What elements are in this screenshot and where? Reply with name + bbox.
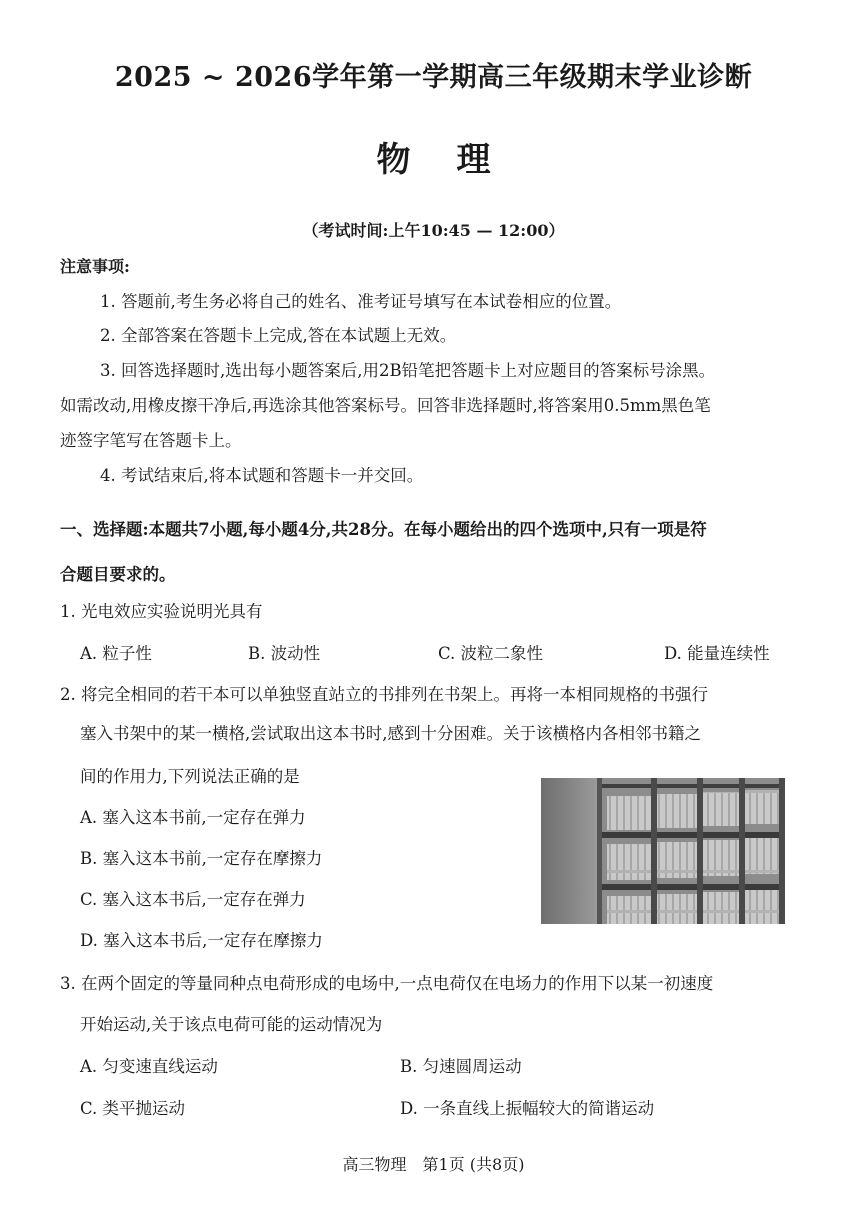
subject-title: 物理 xyxy=(376,140,537,180)
q1-option-a: A. 粒子性 xyxy=(80,644,152,663)
q1-option-d: D. 能量连续性 xyxy=(664,644,770,663)
question-3-stem-cont: 开始运动,关于该点电荷可能的运动情况为 xyxy=(80,1015,383,1034)
notice-item-1: 1. 答题前,考生务必将自己的姓名、准考证号填写在本试卷相应的位置。 xyxy=(100,292,622,311)
q3-option-c: C. 类平抛运动 xyxy=(80,1099,186,1118)
q1-option-b: B. 波动性 xyxy=(248,644,321,663)
question-2-stem: 2. 将完全相同的若干本可以单独竖直站立的书排列在书架上。再将一本相同规格的书强行 xyxy=(60,685,708,704)
section-heading-cont: 合题目要求的。 xyxy=(60,565,176,584)
exam-title: 2025 ~ 2026学年第一学期高三年级期末学业诊断 xyxy=(114,62,753,93)
q2-option-c: C. 塞入这本书后,一定存在弹力 xyxy=(80,890,306,909)
q3-option-a: A. 匀变速直线运动 xyxy=(80,1057,218,1076)
q3-option-b: B. 匀速圆周运动 xyxy=(400,1057,522,1076)
bookshelf-photo xyxy=(541,778,785,924)
notice-item-3-cont2: 迹签字笔写在答题卡上。 xyxy=(60,431,242,450)
q2-option-a: A. 塞入这本书前,一定存在弹力 xyxy=(80,808,306,827)
page-footer: 高三物理 第1页 (共8页) xyxy=(342,1155,525,1174)
question-1-stem: 1. 光电效应实验说明光具有 xyxy=(60,602,263,621)
q2-option-b: B. 塞入这本书前,一定存在摩擦力 xyxy=(80,849,323,868)
notice-item-2: 2. 全部答案在答题卡上完成,答在本试题上无效。 xyxy=(100,326,457,345)
q1-option-c: C. 波粒二象性 xyxy=(438,644,544,663)
notice-item-3: 3. 回答选择题时,选出每小题答案后,用2B铅笔把答题卡上对应题目的答案标号涂黑。 xyxy=(100,361,716,380)
q2-option-d: D. 塞入这本书后,一定存在摩擦力 xyxy=(80,931,323,950)
section-heading: 一、选择题:本题共7小题,每小题4分,共28分。在每小题给出的四个选项中,只有一项是符 xyxy=(60,520,707,539)
exam-time: （考试时间:上午10:45 — 12:00） xyxy=(302,221,565,240)
notice-item-3-cont: 如需改动,用橡皮擦干净后,再选涂其他答案标号。回答非选择题时,将答案用0.5mm黑色笔 xyxy=(60,396,711,415)
question-3-stem: 3. 在两个固定的等量同种点电荷形成的电场中,一点电荷仅在电场力的作用下以某一初速度 xyxy=(60,974,714,993)
notice-heading: 注意事项: xyxy=(60,257,130,276)
question-2-stem-cont2: 间的作用力,下列说法正确的是 xyxy=(80,767,300,786)
q3-option-d: D. 一条直线上振幅较大的简谐运动 xyxy=(400,1099,655,1118)
notice-item-4: 4. 考试结束后,将本试题和答题卡一并交回。 xyxy=(100,466,424,485)
question-2-stem-cont: 塞入书架中的某一横格,尝试取出这本书时,感到十分困难。关于该横格内各相邻书籍之 xyxy=(80,724,701,743)
